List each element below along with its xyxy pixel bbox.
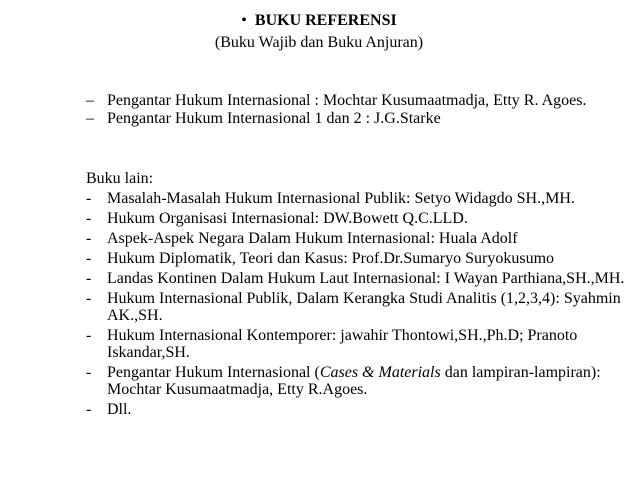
book-text: Landas Kontinen Dalam Hukum Laut Internasional: I Wayan Parthiana,SH.,MH.	[107, 270, 625, 287]
title-bullet: •	[241, 12, 247, 29]
book-item	[86, 364, 626, 398]
book-item	[86, 327, 626, 361]
reference-item	[86, 110, 626, 127]
book-item	[86, 401, 626, 418]
dash-marker: -	[86, 210, 92, 227]
other-books-list	[86, 190, 626, 421]
reference-text: Pengantar Hukum Internasional : Mochtar Kusumaatmadja, Etty R. Agoes.	[107, 92, 587, 109]
book-text: Hukum Internasional Kontemporer: jawahir Thontowi,SH.,Ph.D; Pranoto Iskandar,SH.	[107, 327, 578, 361]
dash-marker: -	[86, 250, 92, 267]
reference-text: Pengantar Hukum Internasional 1 dan 2 : J.G.Starke	[107, 110, 441, 127]
slide-subtitle: (Buku Wajib dan Buku Anjuran)	[214, 34, 424, 51]
book-item	[86, 230, 626, 247]
dash-marker: -	[86, 401, 92, 418]
dash-marker: –	[86, 110, 94, 127]
book-text: Masalah-Masalah Hukum Internasional Publik: Setyo Widagdo SH.,MH.	[107, 190, 575, 207]
book-text: Aspek-Aspek Negara Dalam Hukum Internasional: Huala Adolf	[107, 230, 518, 247]
other-books-heading: Buku lain:	[86, 170, 154, 187]
book-item	[86, 250, 626, 267]
book-item	[86, 290, 626, 324]
book-text: Hukum Internasional Publik, Dalam Kerangka Studi Analitis (1,2,3,4): Syahmin AK.,SH.	[107, 290, 621, 324]
dash-marker: -	[86, 190, 92, 207]
dash-marker: -	[86, 270, 92, 287]
dash-marker: -	[86, 290, 92, 307]
book-item	[86, 210, 626, 227]
book-text: Hukum Organisasi Internasional: DW.Bowett Q.C.LLD.	[107, 210, 468, 227]
dash-marker: -	[86, 327, 92, 344]
dash-marker: –	[86, 92, 94, 109]
book-text: Hukum Diplomatik, Teori dan Kasus: Prof.Dr.Sumaryo Suryokusumo	[107, 250, 555, 267]
title-text: BUKU REFERENSI	[254, 12, 397, 29]
slide-title	[0, 10, 638, 32]
dash-marker: -	[86, 230, 92, 247]
reference-item	[86, 92, 626, 109]
book-item	[86, 270, 626, 287]
book-text-part: Pengantar Hukum Internasional (	[107, 364, 320, 381]
book-text	[107, 364, 601, 398]
book-text-part: dan lampiran-lampiran): Mochtar Kusumaatmadja, Etty R.Agoes.	[107, 364, 601, 398]
book-text: Dll.	[107, 401, 132, 418]
book-text-italic: Cases & Materials	[319, 364, 441, 381]
reference-list	[86, 92, 626, 128]
book-item	[86, 190, 626, 207]
dash-marker: -	[86, 364, 92, 381]
